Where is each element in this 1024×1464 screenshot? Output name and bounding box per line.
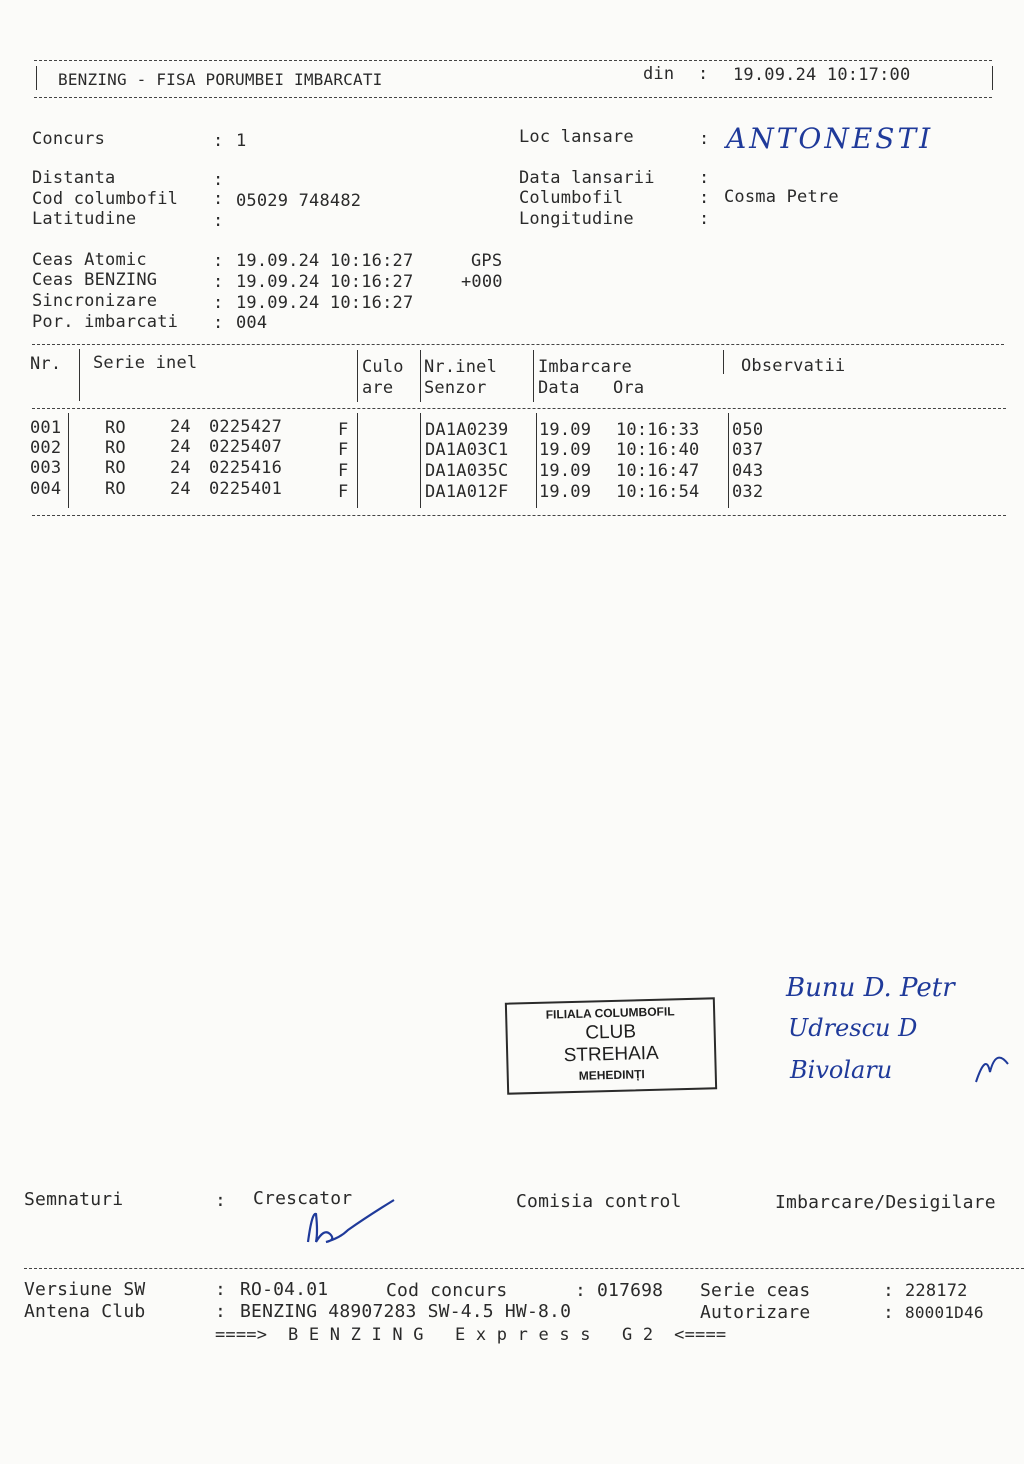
longitudine-label: Longitudine [519, 209, 634, 229]
cell-ring: 0225427 [209, 417, 283, 437]
col-sep-3 [420, 350, 421, 402]
cell-ring: 0225407 [209, 437, 283, 457]
header-right-border [992, 66, 993, 90]
col-sep-4 [533, 350, 534, 402]
columbofil-label: Columbofil [519, 188, 624, 208]
table-header-border [32, 408, 1006, 409]
commission-signature-flourish [976, 1058, 1008, 1082]
loc-lansare-handwriting [724, 116, 954, 160]
th-nr-inel-2: Senzor [424, 378, 487, 398]
autorizare-value: 80001D46 [905, 1303, 984, 1322]
th-imbarcare: Imbarcare [538, 357, 632, 377]
cod-concurs-value: 017698 [597, 1280, 664, 1301]
sincronizare-colon: : [213, 293, 224, 313]
data-lansarii-label: Data lansarii [519, 168, 655, 188]
loc-lansare-label: Loc lansare [519, 127, 634, 147]
th-observatii: Observatii [741, 356, 846, 376]
cell-sex: F [338, 461, 349, 481]
cell-obs: 032 [732, 482, 764, 502]
cell-ora: 10:16:54 [616, 482, 700, 502]
cell-country: RO [105, 438, 126, 458]
serie-ceas-value: 228172 [905, 1281, 968, 1301]
col-sep-5 [723, 350, 724, 374]
columbofil-value: Cosma Petre [724, 187, 839, 207]
din-label: din [643, 64, 675, 84]
body-sep-1 [68, 413, 69, 508]
cell-nr: 003 [30, 458, 62, 478]
concurs-value: 1 [236, 131, 247, 151]
distanta-label: Distanta [32, 168, 116, 188]
cell-year: 24 [170, 479, 191, 499]
cell-ora: 10:16:47 [616, 461, 700, 481]
stamp-line-3: STREHAIA [563, 1042, 659, 1067]
cell-nr: 002 [30, 438, 62, 458]
ceas-atomic-value: 19.09.24 10:16:27 [236, 251, 414, 271]
header-left-border [36, 66, 37, 90]
autorizare-colon: : [883, 1302, 895, 1323]
cell-data: 19.09 [539, 420, 592, 440]
distanta-colon: : [213, 170, 224, 190]
semnaturi-colon: : [215, 1190, 227, 1211]
cell-ring: 0225401 [209, 479, 283, 499]
cell-senzor: DA1A035C [425, 461, 509, 481]
columbofil-colon: : [699, 188, 710, 208]
th-culoare-1: Culo [362, 357, 404, 377]
cell-year: 24 [170, 458, 191, 478]
club-stamp [505, 997, 717, 1094]
th-nr: Nr. [30, 354, 62, 374]
loc-lansare-colon: : [699, 129, 710, 149]
latitudine-colon: : [213, 211, 224, 231]
stamp-line-4: MEHEDINȚI [578, 1067, 645, 1083]
header-datetime: 19.09.24 10:17:00 [733, 65, 911, 85]
cell-obs: 037 [732, 440, 764, 460]
ceas-benzing-colon: : [213, 272, 224, 292]
cell-sex: F [338, 420, 349, 440]
ceas-atomic-label: Ceas Atomic [32, 250, 147, 270]
cell-data: 19.09 [539, 461, 592, 481]
por-imbarcati-value: 004 [236, 313, 268, 333]
comisia-label: Comisia control [516, 1191, 682, 1212]
ceas-benzing-label: Ceas BENZING [32, 270, 158, 290]
body-sep-2 [357, 413, 358, 508]
crescator-signature-path [308, 1200, 394, 1242]
cell-senzor: DA1A03C1 [425, 440, 509, 460]
cell-country: RO [105, 479, 126, 499]
th-nr-inel-1: Nr.inel [424, 357, 498, 377]
cod-concurs-label: Cod concurs [386, 1280, 508, 1301]
ceas-atomic-colon: : [213, 251, 224, 271]
document-title: BENZING - FISA PORUMBEI IMBARCATI [58, 70, 383, 89]
footer-banner: ====> B E N Z I N G E x p r e s s G 2 <==== [215, 1325, 727, 1345]
antena-club-value: BENZING 48907283 SW-4.5 HW-8.0 [240, 1301, 572, 1322]
th-imbarcare-ora: Ora [613, 378, 645, 398]
col-sep-1 [79, 349, 80, 401]
serie-ceas-label: Serie ceas [700, 1280, 811, 1301]
cell-obs: 043 [732, 461, 764, 481]
th-serie-inel: Serie inel [93, 353, 198, 373]
cell-senzor: DA1A012F [425, 482, 509, 502]
table-top-border [32, 344, 1004, 345]
cell-sex: F [338, 440, 349, 460]
cell-nr: 004 [30, 479, 62, 499]
din-colon: : [698, 64, 709, 84]
cod-columbofil-value: 05029 748482 [236, 191, 362, 211]
body-sep-3 [420, 413, 421, 508]
cell-country: RO [105, 458, 126, 478]
cell-data: 19.09 [539, 440, 592, 460]
cell-nr: 001 [30, 418, 62, 438]
body-sep-4 [536, 413, 537, 508]
autorizare-label: Autorizare [700, 1302, 811, 1323]
concurs-colon: : [213, 131, 224, 151]
cell-obs: 050 [732, 420, 764, 440]
sincronizare-value: 19.09.24 10:16:27 [236, 293, 414, 313]
ceas-atomic-suffix: GPS [471, 251, 503, 271]
commission-signature-3: Bivolaru [790, 1056, 893, 1084]
crescator-label: Crescator [253, 1188, 353, 1209]
serie-ceas-colon: : [883, 1280, 895, 1301]
imbarcare-desigilare-label: Imbarcare/Desigilare [775, 1192, 996, 1213]
versiune-sw-value: RO-04.01 [240, 1279, 329, 1300]
cod-concurs-colon: : [575, 1280, 587, 1301]
table-bottom-border [32, 515, 1006, 516]
crescator-signature-mark [298, 1198, 398, 1252]
body-sep-5 [728, 413, 729, 508]
versiune-sw-colon: : [215, 1279, 227, 1300]
loc-lansare-value: ANTONESTI [726, 122, 934, 155]
data-lansarii-colon: : [699, 168, 710, 188]
header-top-border [34, 60, 992, 61]
header-bottom-border [34, 97, 992, 98]
commission-signature-2: Udrescu D [788, 1014, 918, 1042]
cod-columbofil-colon: : [213, 189, 224, 209]
commission-signature-1: Bunu D. Petr [786, 973, 955, 1003]
antena-club-colon: : [215, 1301, 227, 1322]
col-sep-2 [357, 350, 358, 402]
footer-border [24, 1268, 1024, 1269]
ceas-benzing-suffix: +000 [461, 272, 503, 292]
cod-columbofil-label: Cod columbofil [32, 189, 179, 209]
concurs-label: Concurs [32, 129, 106, 149]
cell-ring: 0225416 [209, 458, 283, 478]
commission-signatures [780, 960, 1024, 1095]
antena-club-label: Antena Club [24, 1301, 146, 1322]
latitudine-label: Latitudine [32, 209, 137, 229]
th-imbarcare-data: Data [538, 378, 580, 398]
por-imbarcati-label: Por. imbarcati [32, 312, 179, 332]
semnaturi-label: Semnaturi [24, 1189, 124, 1210]
cell-ora: 10:16:33 [616, 420, 700, 440]
ceas-benzing-value: 19.09.24 10:16:27 [236, 272, 414, 292]
versiune-sw-label: Versiune SW [24, 1279, 146, 1300]
cell-country: RO [105, 418, 126, 438]
cell-year: 24 [170, 417, 191, 437]
stamp-line-1: FILIALA COLUMBOFIL [545, 1004, 675, 1022]
cell-year: 24 [170, 437, 191, 457]
th-culoare-2: are [362, 378, 394, 398]
cell-ora: 10:16:40 [616, 440, 700, 460]
cell-sex: F [338, 482, 349, 502]
por-imbarcati-colon: : [213, 313, 224, 333]
stamp-line-2: CLUB [585, 1021, 637, 1044]
longitudine-colon: : [699, 209, 710, 229]
cell-senzor: DA1A0239 [425, 420, 509, 440]
cell-data: 19.09 [539, 482, 592, 502]
sincronizare-label: Sincronizare [32, 291, 158, 311]
